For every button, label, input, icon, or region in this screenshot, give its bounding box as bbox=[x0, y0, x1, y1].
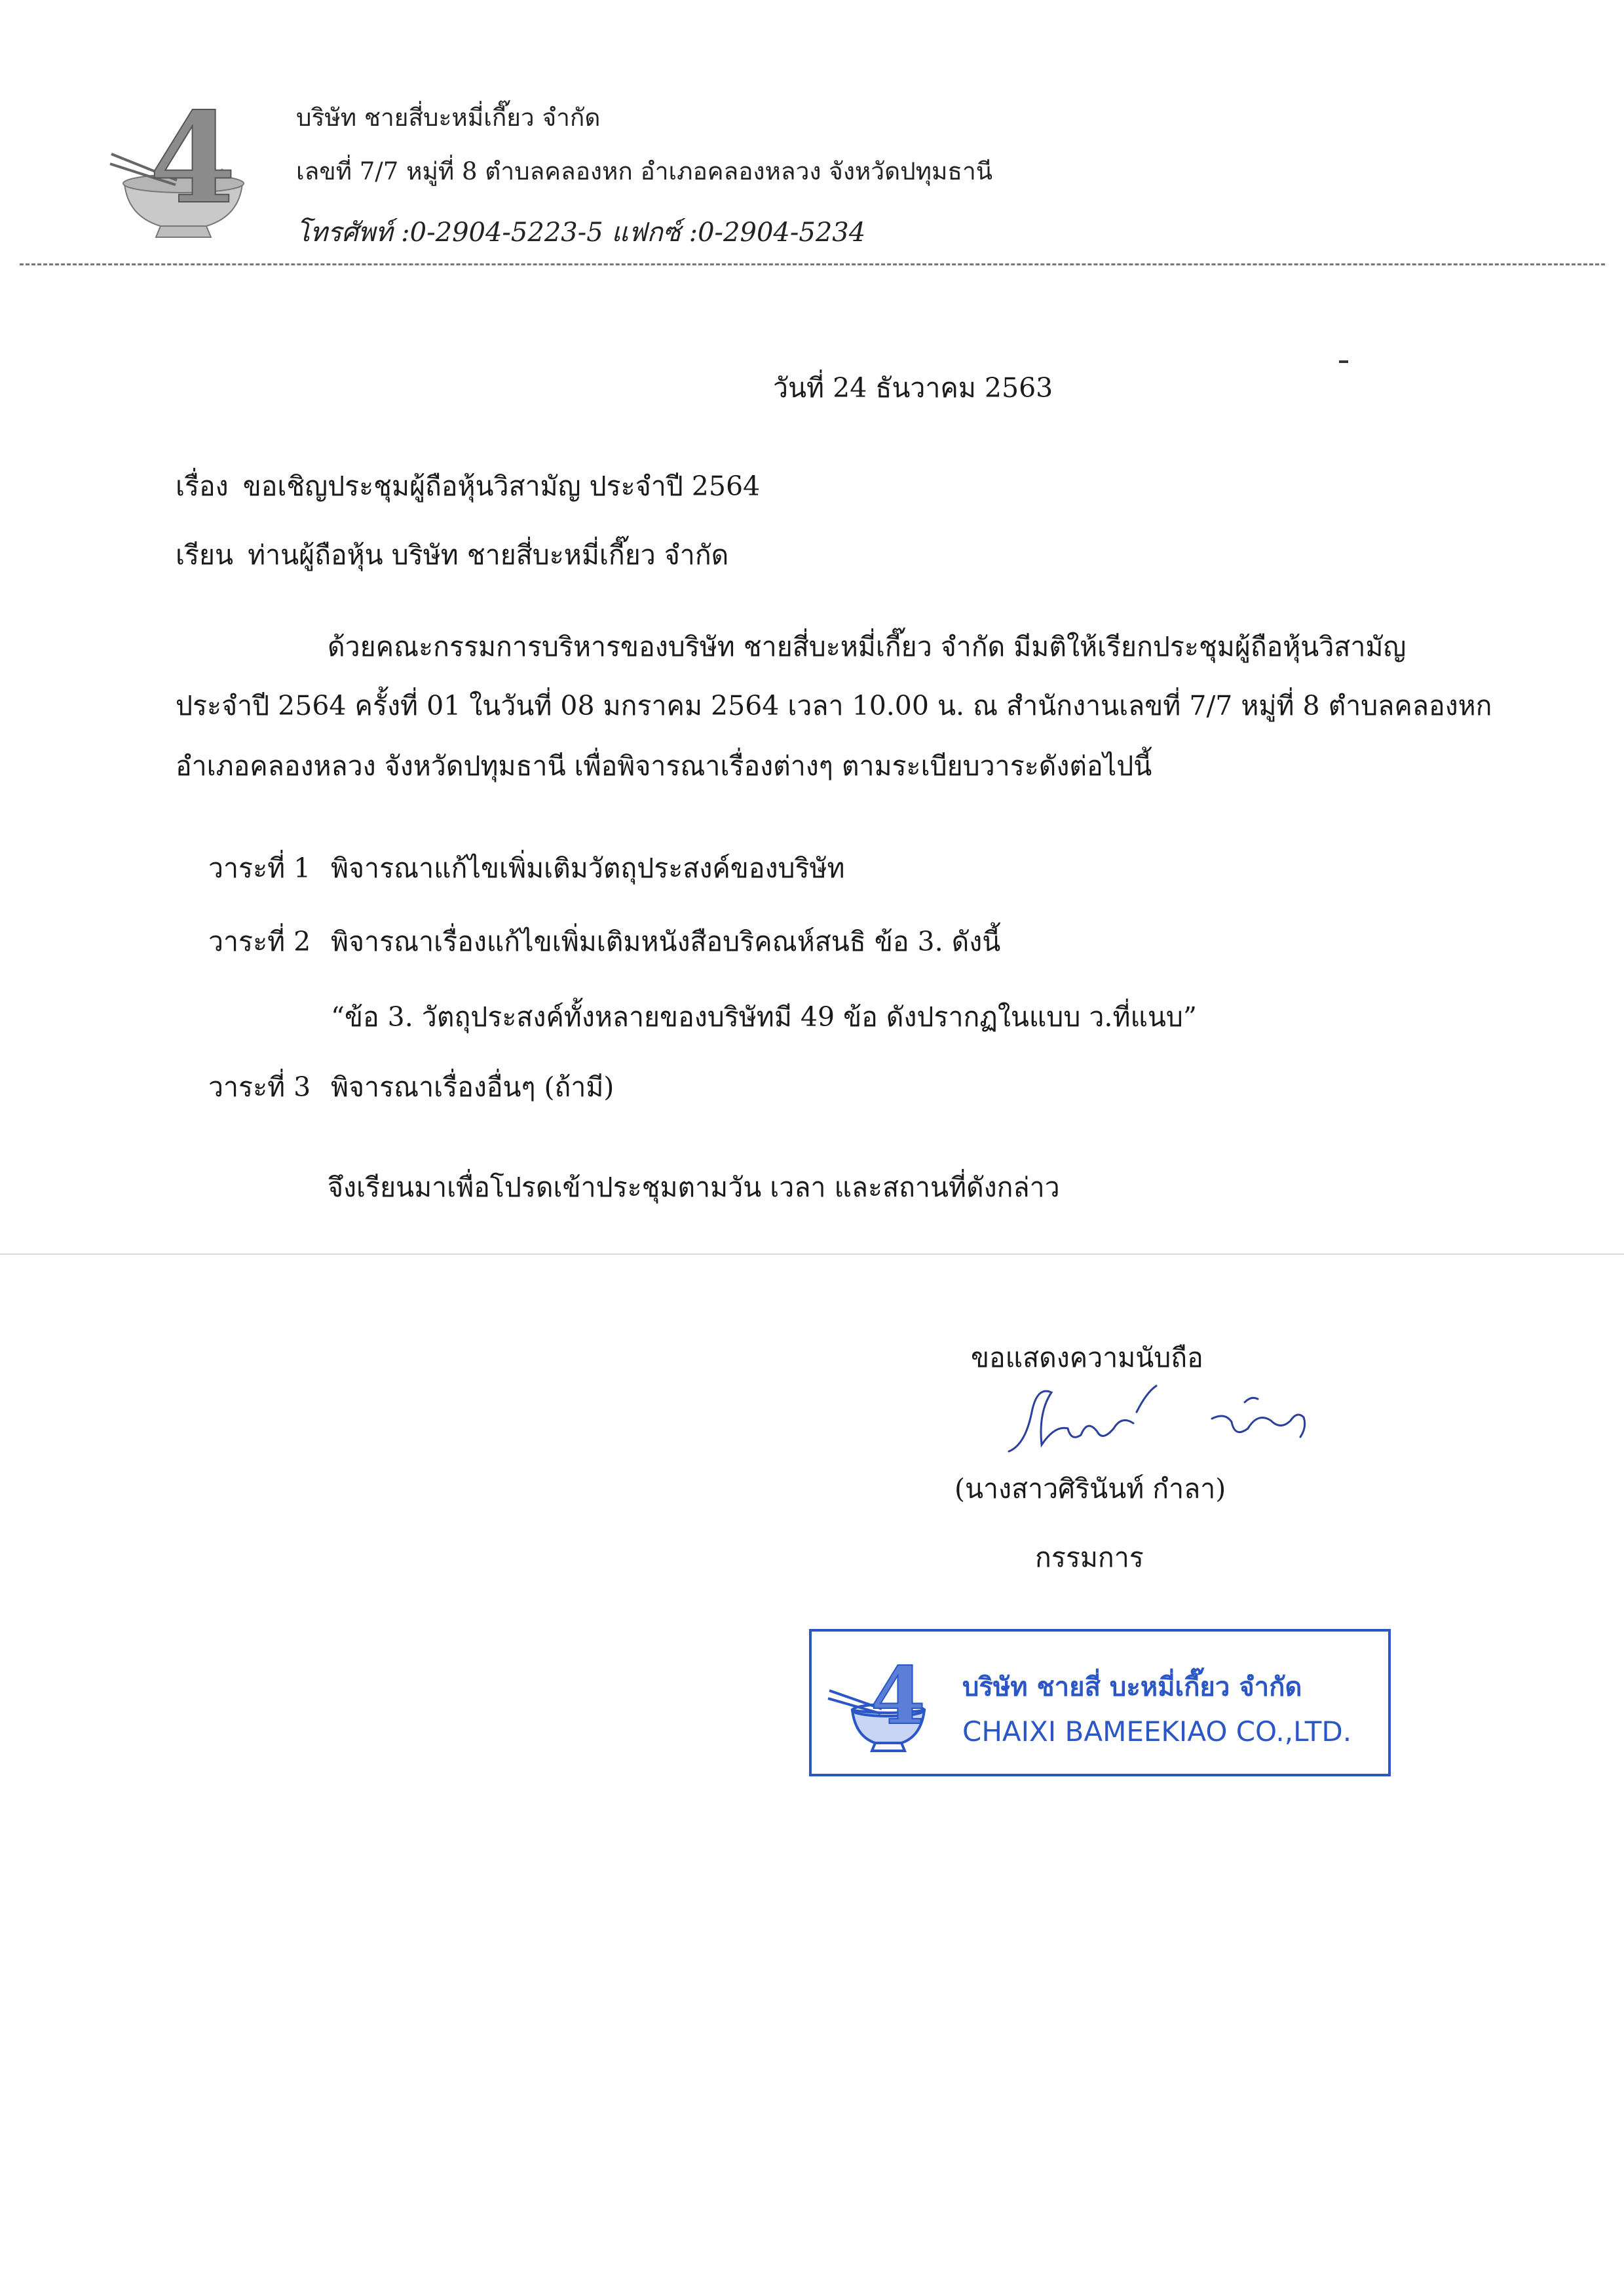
closing-paragraph: จึงเรียนมาเพื่อโปรดเข้าประชุมตามวัน เวลา และสถานที่ดังกล่าว bbox=[328, 1172, 1060, 1203]
signature-regards: ขอแสดงความนับถือ bbox=[971, 1342, 1203, 1373]
company-logo bbox=[98, 92, 269, 249]
handwritten-signature bbox=[996, 1373, 1336, 1464]
signatory-title: กรรมการ bbox=[1035, 1542, 1144, 1573]
letterhead-contact bbox=[296, 211, 865, 253]
stamp-logo-icon bbox=[826, 1658, 951, 1756]
salutation-line bbox=[176, 534, 728, 577]
svg-text:4: 4 bbox=[149, 92, 236, 231]
company-stamp bbox=[809, 1629, 1391, 1776]
subject-text: ขอเชิญประชุมผู้ถือหุ้นวิสามัญ ประจำปี 2564 bbox=[242, 470, 761, 502]
stamp-thai-name: บริษัท ชายสี่ บะหมี่เกี๊ยว จำกัด bbox=[962, 1672, 1302, 1702]
phone-label: โทรศัพท์ : bbox=[296, 218, 410, 248]
salutation-text: ท่านผู้ถือหุ้น บริษัท ชายสี่บะหมี่เกี๊ยว จำกัด bbox=[248, 539, 729, 571]
agenda-item-number: วาระที่ 3 bbox=[208, 1071, 311, 1103]
agenda-item-text: พิจารณาเรื่องอื่นๆ (ถ้ามี) bbox=[331, 1071, 614, 1103]
fax-label: แฟกซ์ : bbox=[611, 218, 698, 248]
letter-date: วันที่ 24 ธันวาคม 2563 bbox=[773, 372, 1053, 404]
body-line-3: อำเภอคลองหลวง จังหวัดปทุมธานี เพื่อพิจารณาเรื่องต่างๆ ตามระเบียบวาระดังต่อไปนี้ bbox=[176, 750, 1152, 782]
signatory-name: (นางสาวศิรินันท์ กำลา) bbox=[954, 1473, 1226, 1504]
subject-line bbox=[176, 465, 760, 508]
letterhead-company: บริษัท ชายสี่บะหมี่เกี๊ยว จำกัด bbox=[296, 104, 601, 132]
agenda-item-number: วาระที่ 2 bbox=[208, 926, 311, 957]
body-line-2: ประจำปี 2564 ครั้งที่ 01 ในวันที่ 08 มกราคม 2564 เวลา 10.00 น. ณ สำนักงานเลขที่ 7/7 หมู่ที่ 8 ตำบลคลองหก bbox=[176, 690, 1492, 721]
salutation-label: เรียน bbox=[176, 539, 234, 571]
letterhead-address: เลขที่ 7/7 หมู่ที่ 8 ตำบลคลองหก อำเภอคลองหลวง จังหวัดปทุมธานี bbox=[296, 157, 993, 185]
phone-number: 0-2904-5223-5 bbox=[409, 218, 603, 248]
scan-mark bbox=[1339, 360, 1348, 363]
agenda-item-quote: “ข้อ 3. วัตถุประสงค์ทั้งหลายของบริษัทมี 49 ข้อ ดังปรากฏในแบบ ว.ที่แนบ” bbox=[331, 1001, 1197, 1033]
body-line-1: ด้วยคณะกรรมการบริหารของบริษัท ชายสี่บะหมี่เกี๊ยว จำกัด มีมติให้เรียกประชุมผู้ถือหุ้นวิสามัญ bbox=[328, 631, 1407, 662]
letterhead-divider bbox=[20, 263, 1605, 265]
svg-text:4: 4 bbox=[871, 1658, 926, 1742]
fax-number: 0-2904-5234 bbox=[698, 218, 866, 248]
stamp-english-name: CHAIXI BAMEEKIAO CO.,LTD. bbox=[962, 1715, 1352, 1748]
agenda-item-text: พิจารณาเรื่องแก้ไขเพิ่มเติมหนังสือบริคณห์สนธิ ข้อ 3. ดังนี้ bbox=[331, 926, 1001, 957]
agenda-item-text: พิจารณาแก้ไขเพิ่มเติมวัตถุประสงค์ของบริษัท bbox=[331, 852, 845, 884]
agenda-item-number: วาระที่ 1 bbox=[208, 852, 311, 884]
page-fold-line bbox=[0, 1253, 1624, 1255]
subject-label: เรื่อง bbox=[176, 470, 229, 502]
